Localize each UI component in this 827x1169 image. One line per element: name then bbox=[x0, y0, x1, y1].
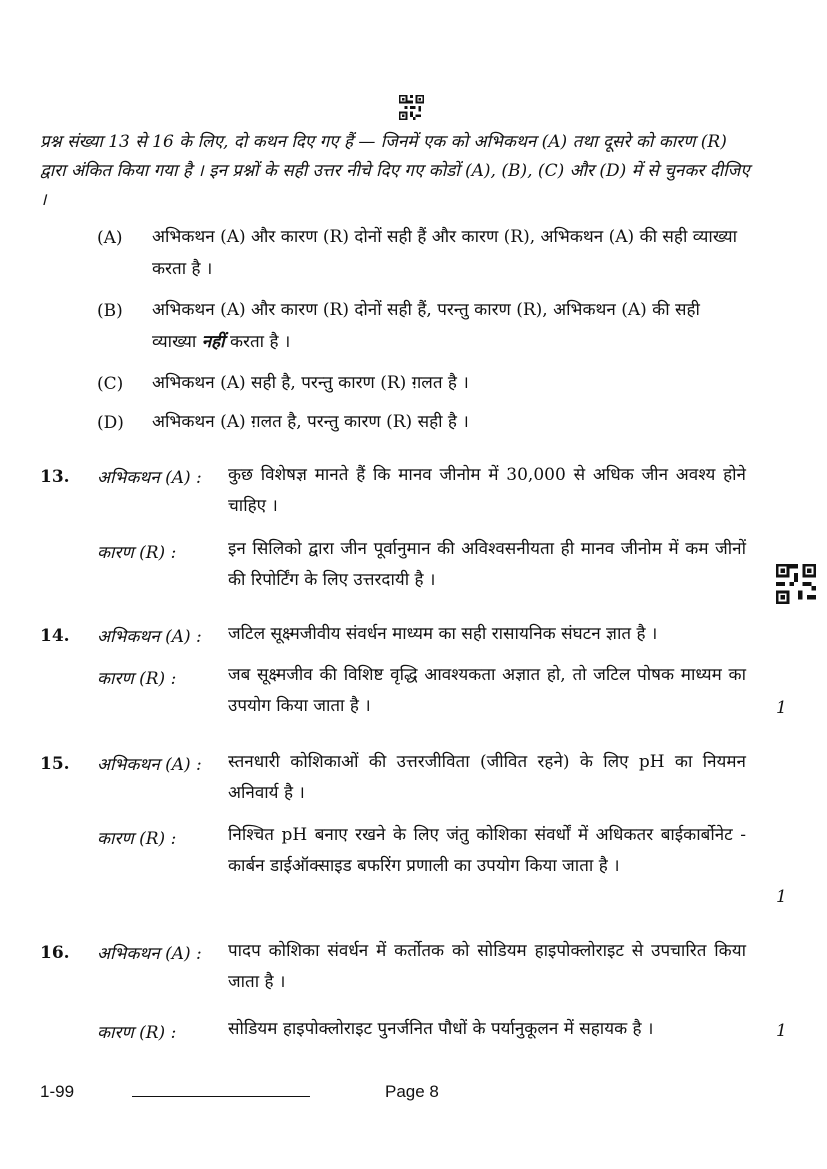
option-b-text-before: अभिकथन (A) और कारण (R) दोनों सही हैं, परन्तु कारण (R), अभिकथन (A) की सही व्याख्या bbox=[152, 300, 700, 352]
qr-code-side bbox=[776, 564, 816, 604]
option-c-letter: (C) bbox=[97, 374, 124, 394]
assertion-label: अभिकथन (A) : bbox=[97, 944, 202, 964]
reason-text: इन सिलिको द्वारा जीन पूर्वानुमान की अविश्वसनीयता ही मानव जीनोम में कम जीनों की रिपोर्टिंग के लिए उत्तरदायी है । bbox=[228, 539, 746, 590]
page-number: Page 8 bbox=[385, 1082, 439, 1101]
paper-code: 1-99 bbox=[40, 1082, 75, 1101]
assertion-text: स्तनधारी कोशिकाओं की उत्तरजीविता (जीवित रहने) के लिए pH का नियमन अनिवार्य है । bbox=[228, 752, 746, 803]
marks: 1 bbox=[776, 887, 787, 907]
instructions: प्रश्न संख्या 13 से 16 के लिए, दो कथन दिए गए हैं — जिनमें एक को अभिकथन (A) तथा दूसरे को कारण (R) द्वारा अंकित किया गया है । इन प्रश्नों के सही उत्तर नीचे दिए गए कोडों (A), (B), (C) और (D) में से चुनकर दीजिए । bbox=[40, 132, 750, 210]
footer-rule bbox=[132, 1096, 310, 1097]
reason-label: कारण (R) : bbox=[97, 1023, 177, 1043]
assertion-label: अभिकथन (A) : bbox=[97, 755, 202, 775]
qr-code-top bbox=[398, 95, 425, 120]
question-number: 15. bbox=[40, 754, 70, 774]
option-d-text: अभिकथन (A) ग़लत है, परन्तु कारण (R) सही है । bbox=[152, 412, 469, 432]
reason-label: कारण (R) : bbox=[97, 543, 177, 563]
question-number: 14. bbox=[40, 626, 70, 646]
option-b-letter: (B) bbox=[97, 301, 123, 321]
option-b-text-after: करता है । bbox=[224, 332, 291, 352]
option-b-text bbox=[152, 294, 747, 358]
option-a-text: अभिकथन (A) और कारण (R) दोनों सही हैं और कारण (R), अभिकथन (A) की सही व्याख्या करता है । bbox=[152, 227, 738, 279]
marks: 1 bbox=[776, 698, 787, 718]
reason-text: सोडियम हाइपोक्लोराइट पुनर्जनित पौधों के पर्यानुकूलन में सहायक है । bbox=[228, 1019, 654, 1039]
assertion-label: अभिकथन (A) : bbox=[97, 468, 202, 488]
question-number: 13. bbox=[40, 467, 70, 487]
option-b-emphasis: नहीं bbox=[201, 332, 225, 352]
reason-text: निश्चित pH बनाए रखने के लिए जंतु कोशिका संवर्धों में अधिकतर बाईकार्बोनेट - कार्बन डाईऑक्साइड बफरिंग प्रणाली का उपयोग किया जाता है । bbox=[228, 825, 746, 876]
assertion-text: पादप कोशिका संवर्धन में कर्तोतक को सोडियम हाइपोक्लोराइट से उपचारित किया जाता है । bbox=[228, 941, 746, 992]
reason-text: जब सूक्ष्मजीव की विशिष्ट वृद्धि आवश्यकता अज्ञात हो, तो जटिल पोषक माध्यम का उपयोग किया जाता है । bbox=[228, 665, 746, 716]
assertion-text: जटिल सूक्ष्मजीवीय संवर्धन माध्यम का सही रासायनिक संघटन ज्ञात है । bbox=[228, 624, 658, 644]
assertion-label: अभिकथन (A) : bbox=[97, 627, 202, 647]
option-d-letter: (D) bbox=[97, 413, 124, 433]
option-c-text: अभिकथन (A) सही है, परन्तु कारण (R) ग़लत है । bbox=[152, 373, 469, 393]
reason-label: कारण (R) : bbox=[97, 829, 177, 849]
assertion-text: कुछ विशेषज्ञ मानते हैं कि मानव जीनोम में 30,000 से अधिक जीन अवश्य होने चाहिए । bbox=[228, 465, 746, 516]
reason-label: कारण (R) : bbox=[97, 669, 177, 689]
question-number: 16. bbox=[40, 943, 70, 963]
option-a-letter: (A) bbox=[97, 228, 123, 248]
marks: 1 bbox=[776, 1021, 787, 1041]
